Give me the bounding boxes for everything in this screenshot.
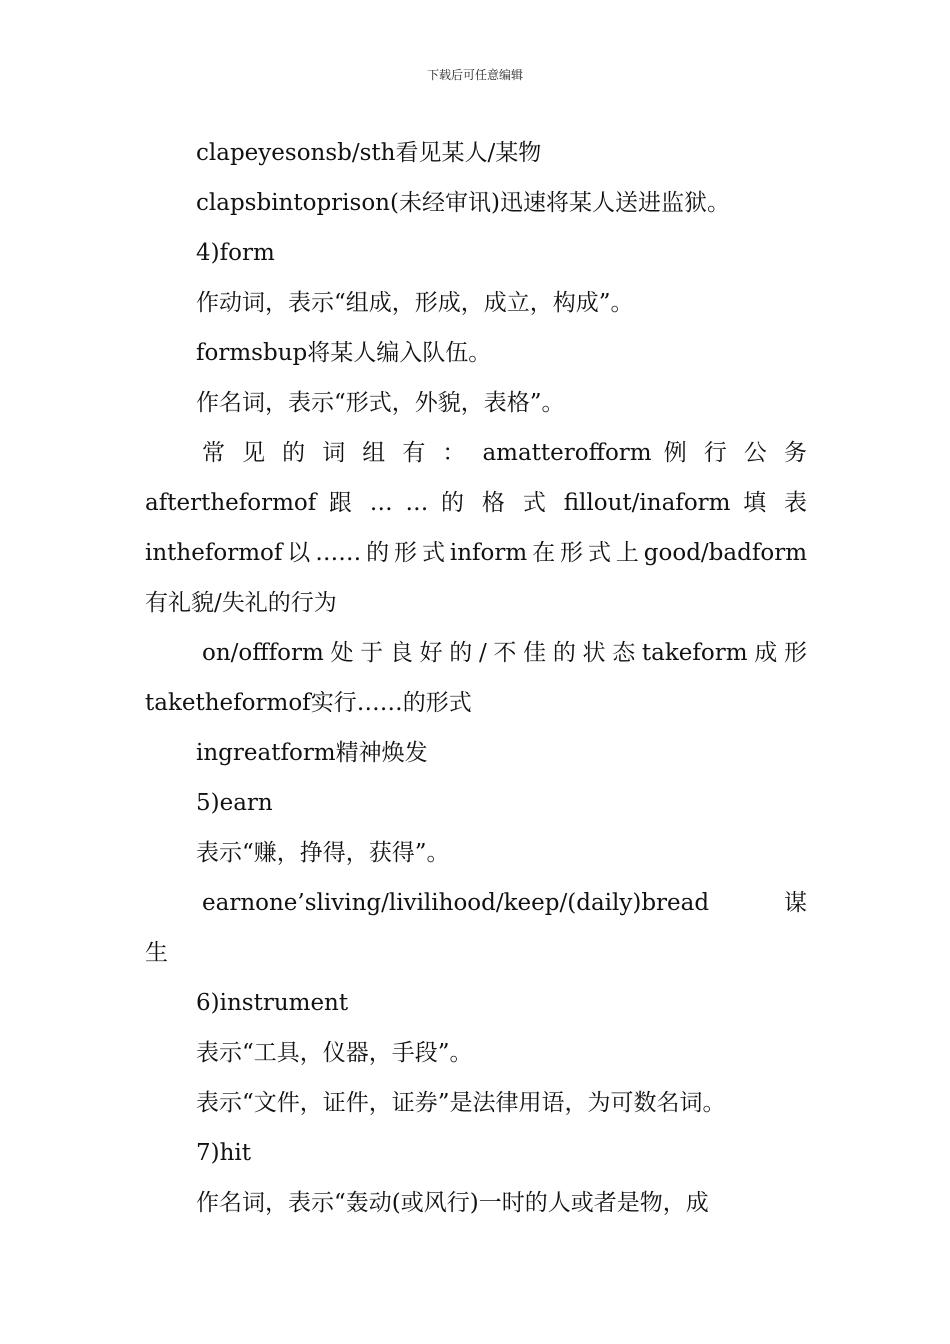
text-line: aftertheformof 跟 … … 的 格 式 fillout/inaform 填 表 <box>145 490 807 516</box>
text-line: formsbup将某人编入队伍。 <box>196 340 492 366</box>
section-heading: 7)hit <box>196 1140 252 1166</box>
page-header: 下载后可任意编辑 <box>426 68 523 82</box>
section-heading: 4)form <box>196 240 275 266</box>
document-body <box>145 128 807 1228</box>
text-line: clapsbintoprison(未经审讯)迅速将某人送进监狱。 <box>196 190 730 216</box>
text-line: on/offform处于良好的/不佳的状态takeform成形 <box>202 640 807 666</box>
text-line: taketheformof实行……的形式 <box>145 690 472 716</box>
text-line: 表示“工具，仪器，手段”。 <box>196 1040 473 1066</box>
text-line: clapeyesonsb/sth看见某人/某物 <box>196 140 542 166</box>
section-heading: 6)instrument <box>196 990 349 1016</box>
text-line: 作名词，表示“轰动(或风行)一时的人或者是物，成 <box>196 1190 709 1216</box>
section-heading: 5)earn <box>196 790 273 816</box>
text-line: 表示“赚，挣得，获得”。 <box>196 840 450 866</box>
text-line: ingreatform精神焕发 <box>196 740 428 766</box>
text-line: earnone’sliving/livilihood/keep/(daily)bread谋 <box>202 890 807 916</box>
text-line: 常 见 的 词 组 有 ： amatterofform 例 行 公 务 <box>202 440 807 466</box>
text-line: 表示“文件，证件，证券”是法律用语，为可数名词。 <box>196 1090 726 1116</box>
text-line: 生 <box>145 940 168 966</box>
text-line: 作名词，表示“形式，外貌，表格”。 <box>196 390 565 416</box>
text-line: intheformof以……的形式inform在形式上good/badform <box>145 540 807 566</box>
text-line: 作动词，表示“组成，形成，成立，构成”。 <box>196 290 634 316</box>
text-line: 有礼貌/失礼的行为 <box>145 590 337 616</box>
